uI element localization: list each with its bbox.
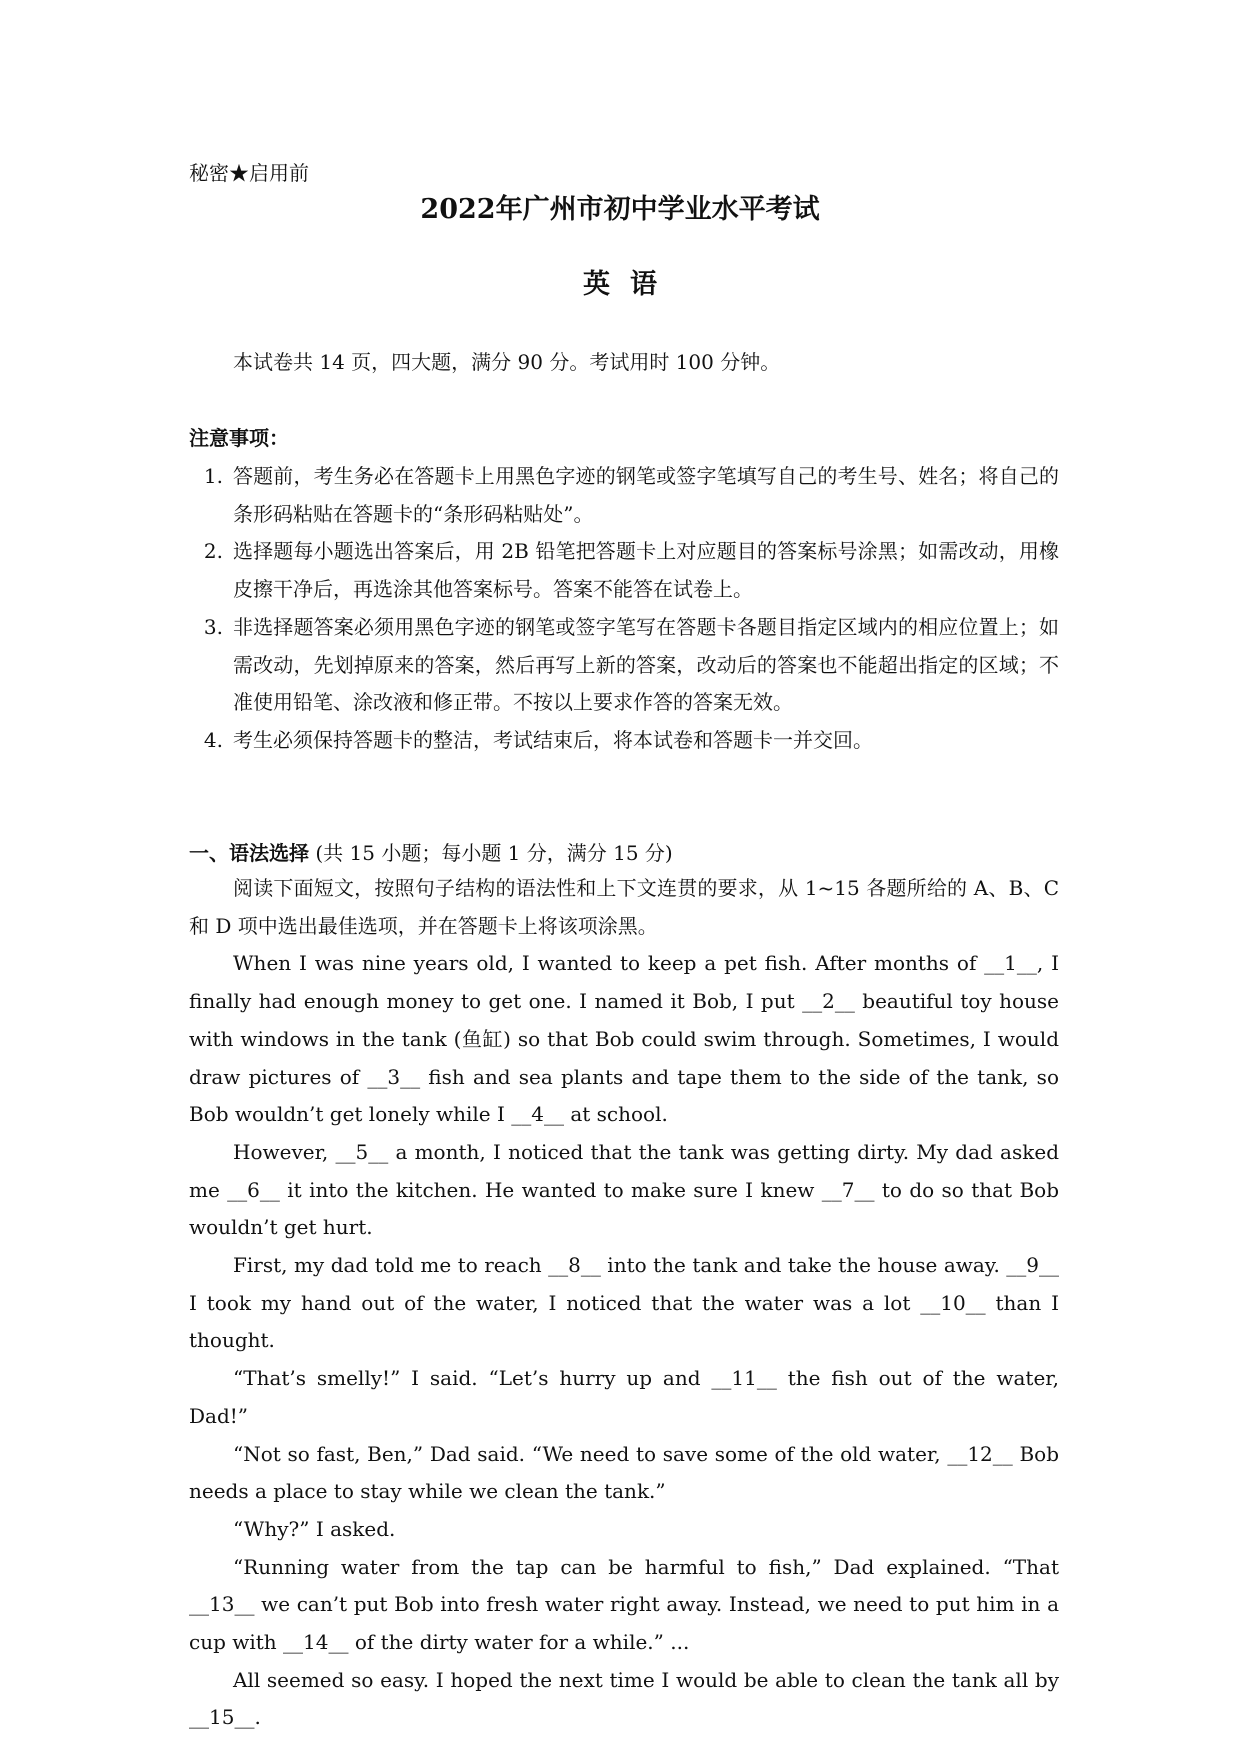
note-item (189, 722, 1059, 760)
exam-intro: 本试卷共 14 页，四大题，满分 90 分。考试用时 100 分钟。 (233, 350, 781, 374)
note-number: 3. (203, 614, 223, 639)
notes-heading: 注意事项： (189, 426, 289, 450)
note-item (189, 533, 1059, 608)
note-number: 1. (203, 464, 223, 488)
note-item (189, 458, 1059, 533)
section-title: 一、语法选择 (189, 841, 309, 865)
confidential-mark: 秘密★启用前 (189, 161, 309, 185)
passage-paragraph: “That’s smelly!” I said. “Let’s hurry up and __11__ the fish out of the water, Dad!” (189, 1366, 1059, 1428)
section-description: (共 15 小题；每小题 1 分，满分 15 分) (309, 841, 673, 865)
exam-title: 2022年广州市初中学业水平考试 (420, 194, 820, 225)
note-number: 2. (203, 539, 223, 564)
passage-paragraph: When I was nine years old, I wanted to keep a pet fish. After months of __1__, I finally had enough money to get one. I named it Bob, I put __2__ beautiful toy house with windows in the tank (鱼缸) so that Bob could swim through. Sometimes, I would draw pictures of __3__ fish and sea plants and tape them to the side of the tank, so Bob wouldn’t get lonely while I __4__ at school. (189, 951, 1059, 1127)
note-item (189, 609, 1059, 722)
passage-paragraph: First, my dad told me to reach __8__ into the tank and take the house away. __9__ I took my hand out of the water, I noticed that the water was a lot __10__ than I thought. (189, 1253, 1059, 1353)
notes-list (189, 458, 1059, 760)
note-text: 非选择题答案必须用黑色字迹的钢笔或签字笔写在答题卡各题目指定区域内的相应位置上；如需改动，先划掉原来的答案，然后再写上新的答案，改动后的答案也不能超出指定的区域；不准使用铅笔、涂改液和修正带。不按以上要求作答的答案无效。 (233, 614, 1059, 715)
subject-title: 英语 (583, 269, 677, 300)
passage-paragraph: “Not so fast, Ben,” Dad said. “We need to save some of the old water, __12__ Bob needs a place to stay while we clean the tank.” (189, 1441, 1059, 1504)
passage-paragraph: However, __5__ a month, I noticed that the tank was getting dirty. My dad asked me __6__ it into the kitchen. He wanted to make sure I knew __7__ to do so that Bob wouldn’t get hurt. (189, 1139, 1059, 1240)
section-heading (189, 838, 673, 868)
passage-paragraph: “Why?” I asked. (233, 1516, 396, 1541)
section-body (189, 870, 1059, 1737)
note-number: 4. (203, 727, 223, 752)
note-text: 选择题每小题选出答案后，用 2B 铅笔把答题卡上对应题目的答案标号涂黑；如需改动，用橡皮擦干净后，再选涂其他答案标号。答案不能答在试卷上。 (233, 539, 1059, 602)
section-instruction: 阅读下面短文，按照句子结构的语法性和上下文连贯的要求，从 1~15 各题所给的 A、B、C 和 D 项中选出最佳选项，并在答题卡上将该项涂黑。 (189, 876, 1059, 938)
note-text: 考生必须保持答题卡的整洁，考试结束后，将本试卷和答题卡一并交回。 (233, 727, 873, 752)
passage-paragraph: All seemed so easy. I hoped the next time I would be able to clean the tank all by __15__. (189, 1667, 1059, 1730)
note-text: 答题前，考生务必在答题卡上用黑色字迹的钢笔或签字笔填写自己的考生号、姓名；将自己的条形码粘贴在答题卡的“条形码粘贴处”。 (233, 464, 1059, 526)
passage-paragraph: “Running water from the tap can be harmful to fish,” Dad explained. “That __13__ we can’t put Bob into fresh water right away. Instead, we need to put him in a cup with __14__ of the dirty water for a while.” ... (189, 1554, 1059, 1655)
